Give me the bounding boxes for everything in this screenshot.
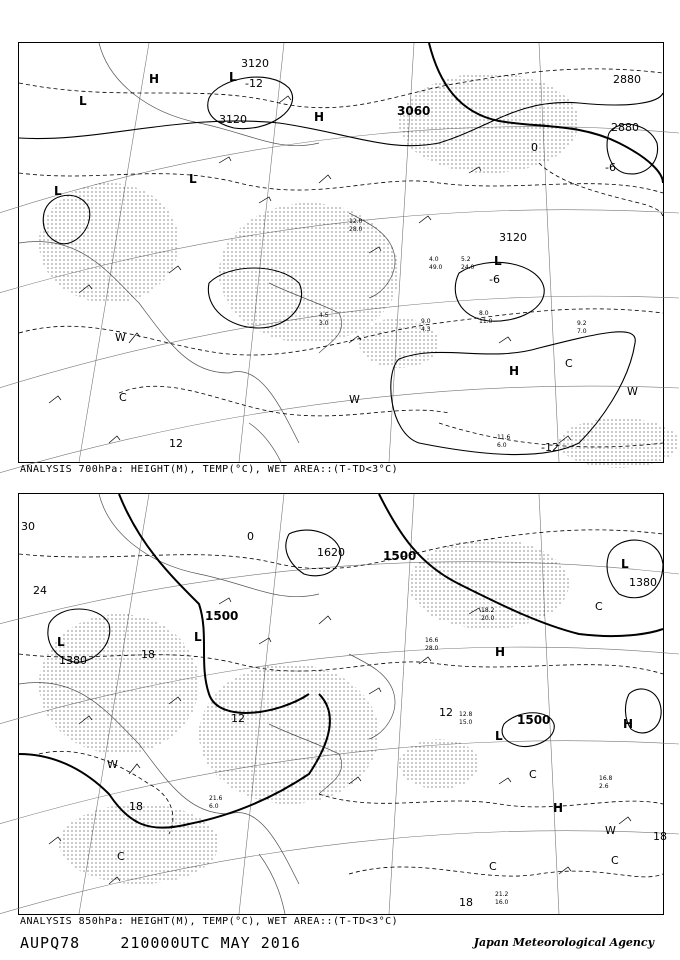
isotherm-label: -6 — [605, 161, 616, 174]
station-value: 28.0 — [349, 226, 363, 233]
station-value: 4.3 — [421, 326, 431, 333]
chart-caption-850hpa: ANALYSIS 850hPa: HEIGHT(M), TEMP(°C), WET AREA::(T-TD<3°C) — [20, 916, 399, 927]
station-value: 5.2 — [461, 256, 471, 263]
warm-center-marker: W — [349, 393, 360, 406]
cold-center-marker: C — [565, 357, 573, 370]
map-panel-700hpa — [18, 42, 664, 463]
contour-label: 3060 — [397, 104, 431, 118]
isotherm-label: 18 — [141, 648, 155, 661]
wet-areas — [39, 73, 679, 468]
isotherm-label: 18 — [459, 896, 473, 909]
isotherm-label: -6 — [489, 273, 500, 286]
low-center-marker: L — [189, 172, 197, 186]
low-center-marker: L — [621, 557, 629, 571]
bulletin-code: AUPQ78 — [20, 934, 81, 952]
contour-label: 3120 — [499, 231, 527, 244]
contour-label: 1380 — [59, 654, 87, 667]
isotherm-label: 24 — [33, 584, 47, 597]
agency-credit: Japan Meteorological Agency — [473, 936, 654, 949]
contour-label: 1620 — [317, 546, 345, 559]
cold-center-marker: C — [595, 600, 603, 613]
cold-center-marker: C — [119, 391, 127, 404]
station-value: 16.6 — [425, 637, 439, 644]
high-center-marker: H — [314, 110, 325, 124]
station-value: 15.0 — [459, 719, 473, 726]
low-center-marker: L — [494, 254, 502, 268]
bulletin-header — [20, 934, 301, 952]
isotherm-label: -12 — [245, 77, 263, 90]
contour-label: 1500 — [517, 713, 551, 727]
isotherm-label: 18 — [129, 800, 143, 813]
station-value: 9.2 — [577, 320, 587, 327]
high-center-marker: H — [509, 364, 520, 378]
station-value: 11.0 — [479, 318, 493, 325]
station-value: 16.0 — [495, 899, 509, 906]
contour-label: 1380 — [629, 576, 657, 589]
station-value: 18.2 — [481, 607, 495, 614]
station-value: 20.0 — [481, 615, 495, 622]
low-center-marker: L — [79, 94, 87, 108]
station-value: 24.0 — [461, 264, 475, 271]
contour-label: 1500 — [205, 609, 239, 623]
cold-center-marker: C — [489, 860, 497, 873]
warm-center-marker: W — [115, 331, 126, 344]
high-center-marker: H — [149, 72, 160, 86]
cold-center-marker: C — [117, 850, 125, 863]
low-center-marker: L — [194, 630, 202, 644]
isotherm-label: 18 — [653, 830, 667, 843]
station-value: 6.0 — [497, 442, 507, 449]
map-850hpa — [19, 494, 667, 914]
contour-label: 1500 — [383, 549, 417, 563]
station-value: 12.8 — [459, 711, 473, 718]
high-center-marker: H — [495, 645, 506, 659]
contour-label: 3120 — [241, 57, 269, 70]
warm-center-marker: W — [107, 758, 118, 771]
station-value: 4.5 — [319, 312, 329, 319]
station-value: 7.0 — [577, 328, 587, 335]
station-value: 8.0 — [479, 310, 489, 317]
isotherm-label: -12 — [541, 441, 559, 454]
high-center-marker: H — [553, 801, 564, 815]
station-value: 16.8 — [599, 775, 613, 782]
isotherm-label: 0 — [531, 141, 538, 154]
station-value: 9.0 — [421, 318, 431, 325]
contour-label: 3120 — [219, 113, 247, 126]
isotherm-label: 12 — [169, 437, 183, 450]
station-value: 12.0 — [349, 218, 363, 225]
station-value: 28.0 — [425, 645, 439, 652]
contour-label: 2880 — [613, 73, 641, 86]
isotherm-label: 12 — [231, 712, 245, 725]
warm-center-marker: W — [605, 824, 616, 837]
low-center-marker: L — [57, 635, 65, 649]
isotherm-label: 0 — [247, 530, 254, 543]
station-value: 4.0 — [429, 256, 439, 263]
station-value: 2.6 — [599, 783, 609, 790]
warm-center-marker: W — [627, 385, 638, 398]
station-value: 21.2 — [495, 891, 509, 898]
map-700hpa — [19, 43, 663, 462]
station-value: 49.0 — [429, 264, 443, 271]
analysis-datetime: 210000UTC MAY 2016 — [120, 934, 301, 952]
station-value: 6.0 — [209, 803, 219, 810]
station-value: 11.6 — [497, 434, 511, 441]
low-center-marker: L — [54, 184, 62, 198]
station-value: 21.6 — [209, 795, 223, 802]
station-value: 3.0 — [319, 320, 329, 327]
isotherm-label: 30 — [21, 520, 35, 533]
cold-center-marker: C — [529, 768, 537, 781]
cold-center-marker: C — [611, 854, 619, 867]
isotherm-label: 12 — [439, 706, 453, 719]
map-panel-850hpa — [18, 493, 667, 915]
contour-label: 2880 — [611, 121, 639, 134]
high-center-marker: H — [623, 717, 634, 731]
low-center-marker: L — [495, 729, 503, 743]
low-center-marker: L — [229, 70, 237, 84]
chart-caption-700hpa: ANALYSIS 700hPa: HEIGHT(M), TEMP(°C), WET AREA::(T-TD<3°C) — [20, 464, 399, 475]
